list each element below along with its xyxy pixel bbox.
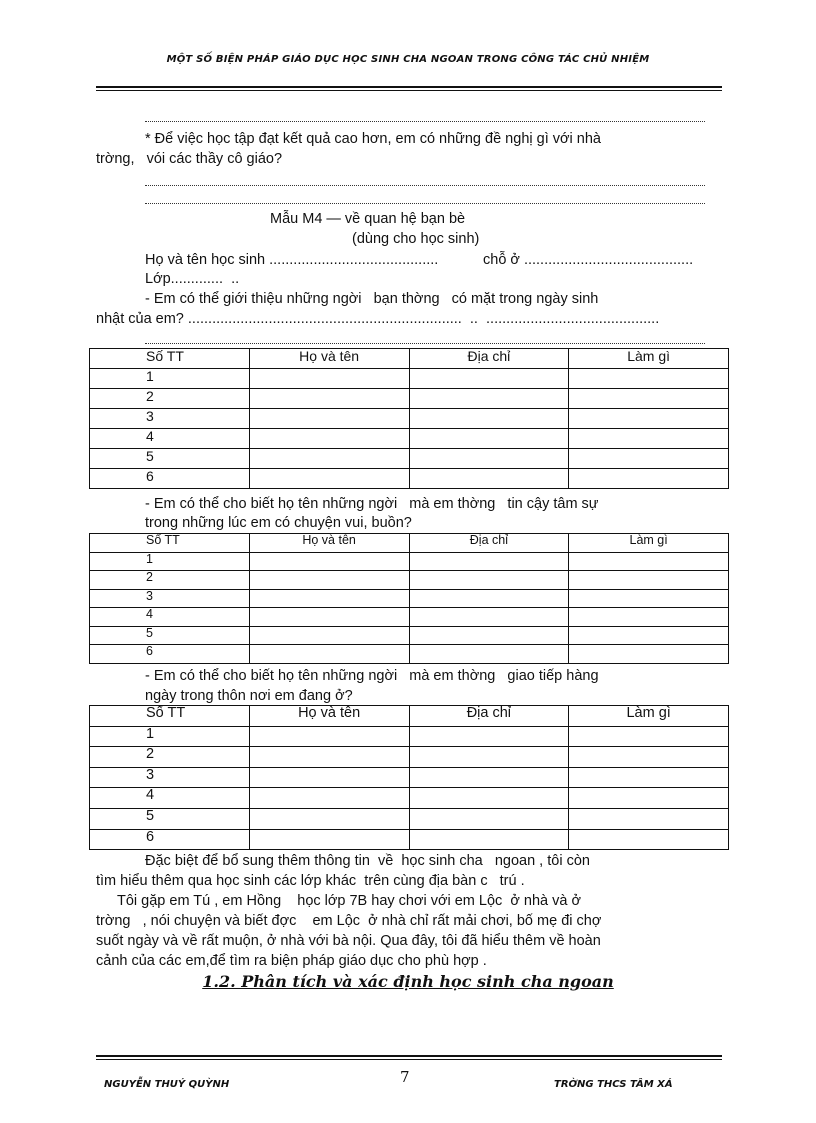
table-cell[interactable] [569,767,729,788]
page-header-title: MỘT SỐ BIỆN PHÁP GIÁO DỤC HỌC SINH CHA NGOAN TRONG CÔNG TÁC CHỦ NHIỆM [166,54,650,65]
table-cell[interactable] [409,608,569,627]
paragraph2-line3: suốt ngày và về rất muộn, ở nhà với bà nội. Qua đây, tôi đã hiểu thêm về hoàn [96,933,601,949]
row-number: 2 [90,747,250,768]
table-cell[interactable] [409,409,569,429]
header-rule-thick [96,86,722,88]
question2-line2: trong những lúc em có chuyện vui, buồn? [145,515,412,531]
footer-rule-thin [96,1059,722,1060]
header-name: Họ và tên [249,706,409,727]
table-cell[interactable] [569,469,729,489]
table-cell[interactable] [249,552,409,571]
table-row [90,429,729,449]
trusted-friends-table [89,533,729,664]
header-name: Họ và tên [249,534,409,553]
table-cell[interactable] [249,747,409,768]
table-row [90,829,729,850]
footer-author: NGUYỄN THUÝ QUỲNH [104,1079,230,1090]
answer-dotted-line [145,343,705,344]
row-number: 5 [90,449,250,469]
table-header-row [90,706,729,727]
intro-question-line2: trờng, vói các thầy cô giáo? [96,151,283,167]
table-row [90,469,729,489]
table-cell[interactable] [409,552,569,571]
table-cell[interactable] [249,626,409,645]
header-activity: Làm gì [569,706,729,727]
table-cell[interactable] [249,829,409,850]
question3-line2: ngày trong thôn nơi em đang ở? [145,688,353,704]
paragraph2-line4: cảnh của các em,để tìm ra biện pháp giáo dục cho phù hợp . [96,953,487,969]
table-cell[interactable] [409,747,569,768]
table-cell[interactable] [409,449,569,469]
row-number: 1 [90,369,250,389]
paragraph1-line1: Đặc biệt để bổ sung thêm thông tin về học sinh cha ngoan , tôi còn [145,853,590,869]
table-cell[interactable] [249,369,409,389]
table-row [90,645,729,664]
table-cell[interactable] [409,589,569,608]
table-cell[interactable] [569,747,729,768]
row-number: 6 [90,469,250,489]
table-cell[interactable] [409,369,569,389]
student-name-label: Họ và tên học sinh .......................................... [145,252,439,268]
header-name: Họ và tên [249,349,409,369]
table-row [90,808,729,829]
header-activity: Làm gì [569,534,729,553]
row-number: 5 [90,626,250,645]
paragraph1-line2: tìm hiểu thêm qua học sinh các lớp khác trên cùng địa bàn c trú . [96,873,525,889]
question1-line2: nhật của em? .................................................................... .. ........................................... [96,311,660,327]
question3-line1: - Em có thể cho biết họ tên những ngời mà em thờng giao tiếp hàng [145,668,599,684]
paragraph2-line2: trờng , nói chuyện và biết đợc em Lộc ở nhà chỉ rất mải chơi, bố mẹ đi chợ [96,913,602,929]
table-cell[interactable] [569,626,729,645]
table-cell[interactable] [249,409,409,429]
table-cell[interactable] [569,829,729,850]
table-cell[interactable] [249,469,409,489]
footer-rule-thick [96,1055,722,1057]
row-number: 1 [90,552,250,571]
table-cell[interactable] [409,469,569,489]
table-cell[interactable] [249,589,409,608]
table-cell[interactable] [249,429,409,449]
table-cell[interactable] [569,429,729,449]
table-cell[interactable] [249,571,409,590]
paragraph2-line1: Tôi gặp em Tú , em Hồng học lớp 7B hay chơi với em Lộc ở nhà và ở [117,893,581,909]
header-stt: Số TT [90,349,250,369]
table-cell[interactable] [409,645,569,664]
table-row [90,788,729,809]
table-cell[interactable] [409,429,569,449]
table-cell[interactable] [569,645,729,664]
residence-label: chỗ ở .......................................... [483,252,694,268]
table-cell[interactable] [249,767,409,788]
table-cell[interactable] [249,726,409,747]
table-cell[interactable] [409,767,569,788]
table-cell[interactable] [569,788,729,809]
row-number: 3 [90,409,250,429]
table-cell[interactable] [569,571,729,590]
table-cell[interactable] [409,626,569,645]
table-cell[interactable] [409,788,569,809]
table-row [90,747,729,768]
form-title: Mẫu M4 — về quan hệ bạn bè [270,211,466,227]
answer-dotted-line [145,121,705,122]
table-cell[interactable] [409,389,569,409]
row-number: 3 [90,589,250,608]
table-header-row [90,349,729,369]
friends-birthday-table [89,348,729,489]
table-header-row [90,534,729,553]
row-number: 2 [90,389,250,409]
footer-school: TRỜNG THCS TÂM XÁ [554,1079,673,1090]
table-row [90,552,729,571]
row-number: 4 [90,788,250,809]
table-row [90,626,729,645]
table-cell[interactable] [409,808,569,829]
table-cell[interactable] [249,808,409,829]
table-cell[interactable] [569,726,729,747]
table-cell[interactable] [569,589,729,608]
answer-dotted-line [145,185,705,186]
row-number: 4 [90,429,250,449]
table-cell[interactable] [569,389,729,409]
row-number: 5 [90,808,250,829]
row-number: 1 [90,726,250,747]
table-row [90,571,729,590]
table-cell[interactable] [569,608,729,627]
table-cell[interactable] [249,449,409,469]
question2-line1: - Em có thể cho biết họ tên những ngời mà em thờng tin cậy tâm sự [145,496,599,512]
page-number: 7 [400,1068,410,1086]
table-cell[interactable] [569,369,729,389]
table-cell[interactable] [409,571,569,590]
intro-question-line1: * Để việc học tập đạt kết quả cao hơn, em có những đề nghị gì với nhà [145,131,601,147]
header-address: Địa chỉ [409,349,569,369]
header-rule-thin [96,90,722,91]
row-number: 2 [90,571,250,590]
row-number: 6 [90,645,250,664]
header-activity: Làm gì [569,349,729,369]
row-number: 4 [90,608,250,627]
table-row [90,449,729,469]
section-heading: 1.2. Phân tích và xác định học sinh cha ngoan [202,972,614,991]
table-row [90,389,729,409]
table-cell[interactable] [409,829,569,850]
table-cell[interactable] [409,726,569,747]
header-address: Địa chỉ [409,534,569,553]
table-row [90,409,729,429]
header-stt: Số TT [90,534,250,553]
table-cell[interactable] [249,608,409,627]
header-address: Địa chỉ [409,706,569,727]
table-cell[interactable] [249,389,409,409]
question1-line1: - Em có thể giới thiệu những ngời bạn thờng có mặt trong ngày sinh [145,291,599,307]
row-number: 3 [90,767,250,788]
table-cell[interactable] [569,552,729,571]
table-row [90,726,729,747]
table-row [90,369,729,389]
answer-dotted-line [145,203,705,204]
neighborhood-friends-table [89,705,729,850]
class-label: Lớp............. .. [145,271,240,287]
header-stt: Số TT [90,706,250,727]
table-cell[interactable] [249,645,409,664]
table-cell[interactable] [569,808,729,829]
row-number: 6 [90,829,250,850]
table-row [90,767,729,788]
table-cell[interactable] [569,449,729,469]
table-row [90,589,729,608]
table-cell[interactable] [249,788,409,809]
table-row [90,608,729,627]
form-subtitle: (dùng cho học sinh) [352,231,480,247]
table-cell[interactable] [569,409,729,429]
